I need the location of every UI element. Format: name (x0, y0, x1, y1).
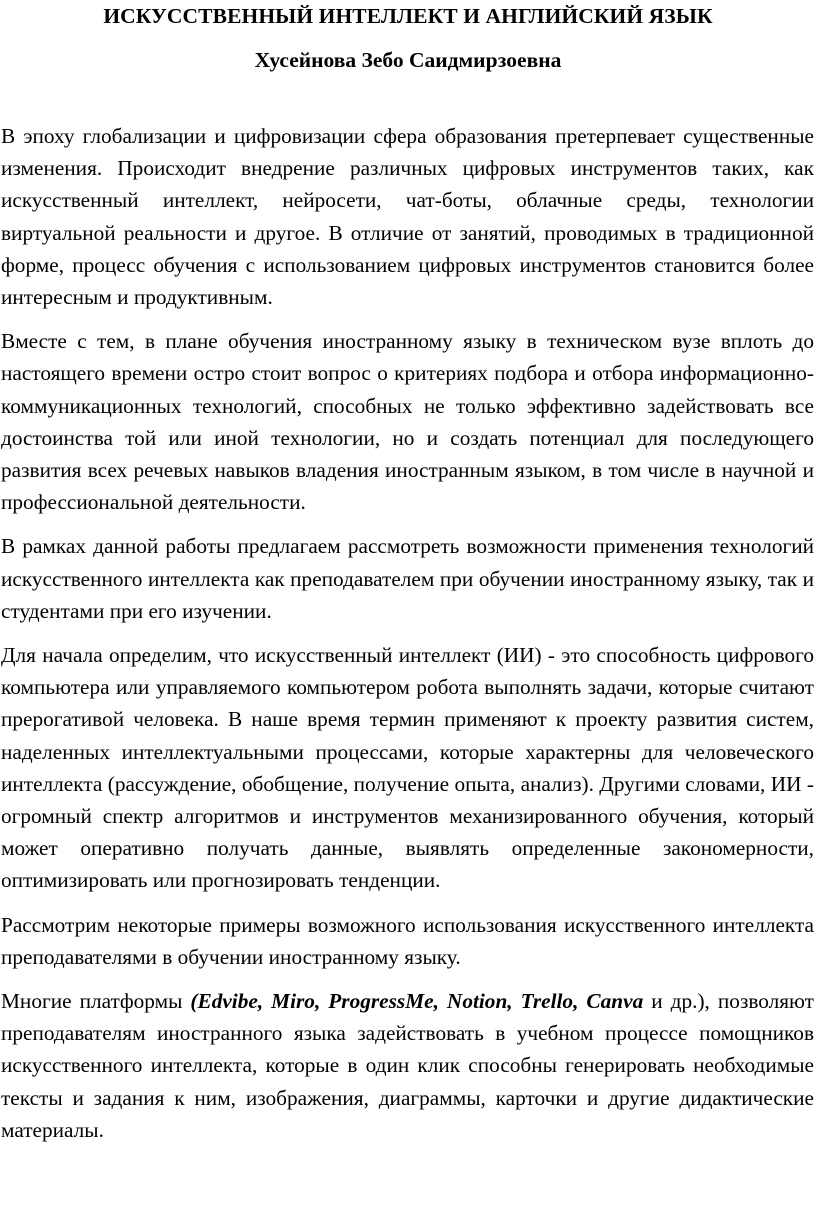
paragraph-problem: Вместе с тем, в плане обучения иностранному языку в техническом вузе вплоть до настоящего времени остро стоит вопрос о критериях подбора и отбора информационно-коммуникационных технологий, способных не только эффективно задействовать все достоинства той или иной технологии, но и создать потенциал для последующего развития всех речевых навыков владения иностранным языком, в том числе в научной и профессиональной деятельности. (1, 329, 814, 515)
paragraph-platforms (1, 985, 814, 1146)
author-name: Хусейнова Зебо Саидмирзоевна (254, 48, 562, 72)
paragraph-examples: Рассмотрим некоторые примеры возможного использования искусственного интеллекта преподавателями в обучении иностранному языку. (1, 912, 814, 969)
paragraph-intro: В эпоху глобализации и цифровизации сфера образования претерпевает существенные изменения. Происходит внедрение различных цифровых инструментов таких, как искусственный интеллект, нейросети, чат-боты, облачные среды, технологии виртуальной реальности и другое. В отличие от занятий, проводимых в традиционной форме, процесс обучения с использованием цифровых инструментов становится более интересным и продуктивным. (1, 124, 814, 310)
paragraph-goal: В рамках данной работы предлагаем рассмотреть возможности применения технологий искусственного интеллекта как преподавателем при обучении иностранному языку, так и студентами при его изучении. (1, 534, 814, 623)
platforms-list: (Edvibe, Miro, ProgressMe, Notion, Trello, Canva (190, 989, 644, 1014)
document-body (1, 120, 814, 1158)
platforms-tail: и др.), позволяют преподавателям иностранного языка задействовать в учебном процессе помощников искусственного интеллекта, которые в один клик способны генерировать необходимые тексты и задания к ним, изображения, диаграммы, карточки и другие дидактические материалы. (1, 989, 814, 1142)
platforms-lead: Многие платформы (1, 989, 191, 1014)
document-title: ИСКУССТВЕННЫЙ ИНТЕЛЛЕКТ И АНГЛИЙСКИЙ ЯЗЫК (103, 4, 713, 28)
paragraph-definition: Для начала определим, что искусственный интеллект (ИИ) - это способность цифрового компьютера или управляемого компьютером робота выполнять задачи, которые считают прерогативой человека. В наше время термин применяют к проекту развития систем, наделенных интеллектуальными процессами, которые характерны для человеческого интеллекта (рассуждение, обобщение, получение опыта, анализ). Другими словами, ИИ - огромный спектр алгоритмов и инструментов механизированного обучения, который может оперативно получать данные, выявлять определенные закономерности, оптимизировать или прогнозировать тенденции. (1, 643, 814, 893)
